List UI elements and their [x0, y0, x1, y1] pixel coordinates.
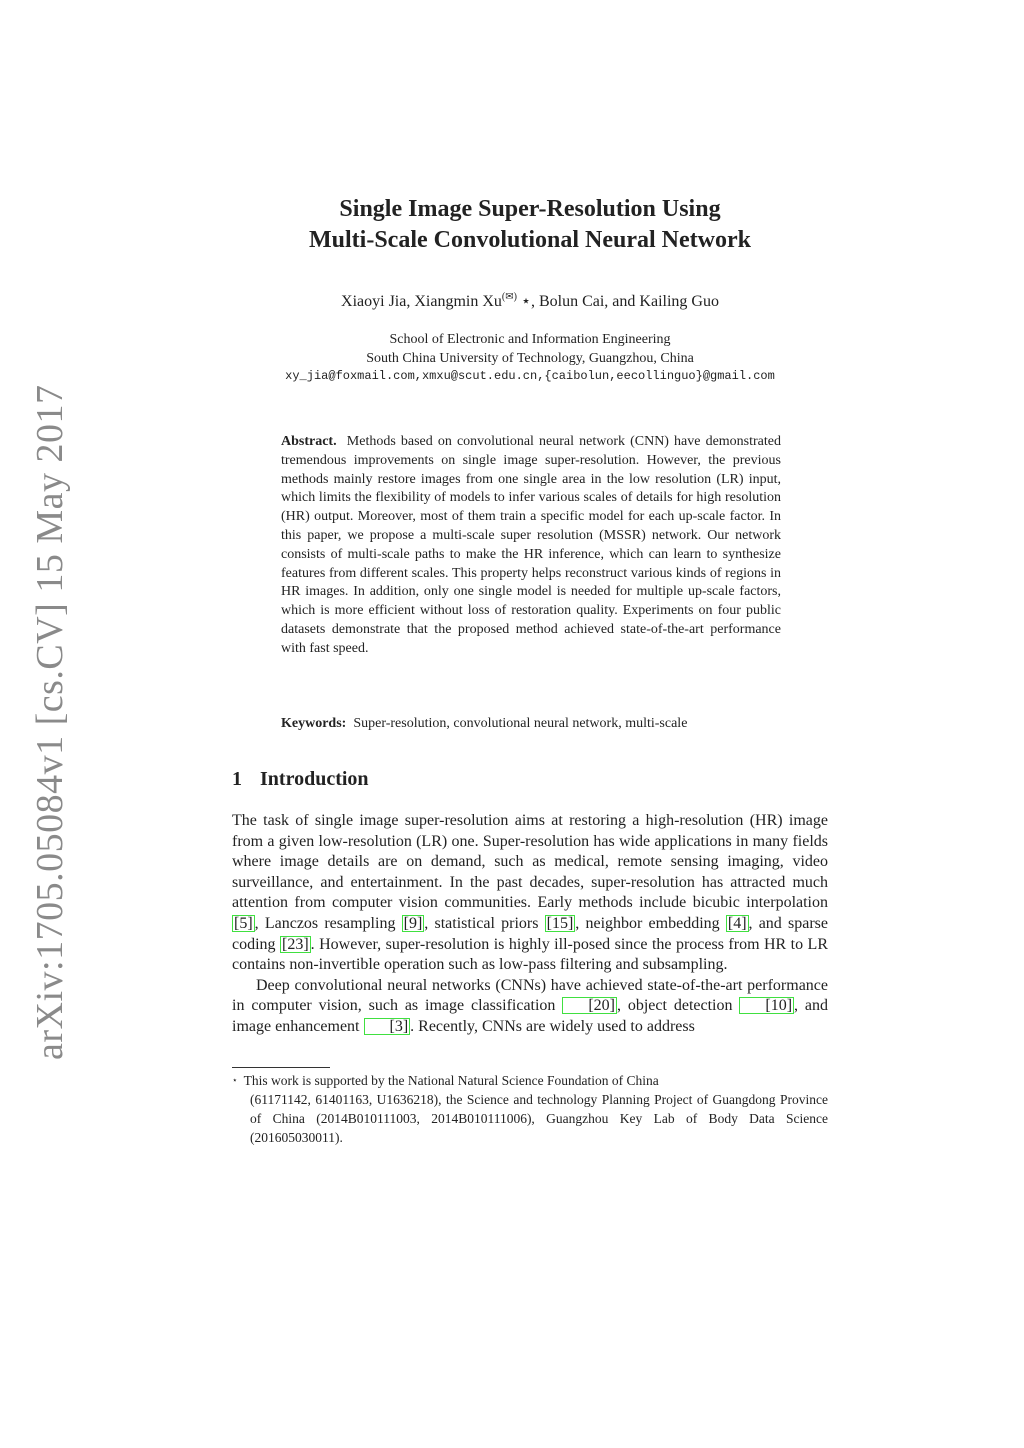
keywords-label: Keywords:	[281, 716, 347, 731]
text-span: , and image enhancement	[232, 997, 829, 1035]
abstract-text: Methods based on convolutional neural network (CNN) have demonstrated tremendous improvements on single image super-resolution. However, the previous methods mainly restore images from one single area in the low resolution (LR) input, which limits the flexibility of models to infer various scales of details for high resolution (HR) output. Moreover, most of them train a specific model for each up-scale factor. In this paper, we propose a multi-scale super resolution (MSSR) network. Our network consists of multi-scale paths to make the HR inference, which can learn to synthesize features from different scales. This property helps reconstruct various kinds of regions in HR images. In addition, only one single model is needed for multiple up-scale factors, which is more efficient without loss of restoration quality. Experiments on four public datasets demonstrate that the proposed method achieved state-of-the-art performance with fast speed.	[281, 434, 781, 656]
footnote-divider	[232, 1067, 330, 1068]
abstract	[281, 433, 781, 659]
text-span: . Recently, CNNs are widely used to address	[410, 1017, 695, 1035]
citation-link[interactable]: [10]	[739, 997, 794, 1014]
footnote-mark: ⋆	[232, 1075, 238, 1085]
citation-link[interactable]: [23]	[282, 935, 309, 953]
paper-title	[230, 194, 830, 256]
citation-link[interactable]: [9]	[403, 914, 423, 932]
footnote-line-1: This work is supported by the National Natural Science Foundation of China	[243, 1073, 659, 1088]
text-span: , Lanczos resampling	[254, 914, 402, 932]
keywords-text: Super-resolution, convolutional neural network, multi-scale	[353, 716, 688, 731]
author-emails: xy_jia@foxmail.com,xmxu@scut.edu.cn,{caibolun,eecollinguo}@gmail.com	[285, 369, 775, 383]
keywords	[281, 716, 781, 732]
citation-link[interactable]: [20]	[562, 997, 617, 1014]
arxiv-identifier-stamp: arXiv:1705.05084v1 [cs.CV] 15 May 2017	[29, 384, 71, 1060]
authors-part-2: ⋆, Bolun Cai, and Kailing Guo	[516, 293, 719, 310]
affiliation	[230, 330, 830, 368]
paragraph-2	[232, 976, 828, 1038]
text-span: , neighbor embedding	[575, 914, 726, 932]
citation-link[interactable]: [5]	[234, 914, 253, 932]
authors-part-1: Xiaoyi Jia, Xiangmin Xu	[341, 293, 502, 310]
title-line-2: Multi-Scale Convolutional Neural Network	[309, 227, 751, 253]
introduction-body	[232, 811, 828, 1038]
paragraph-1	[232, 811, 828, 976]
footnote	[232, 1071, 828, 1147]
text-span: , object detection	[616, 997, 740, 1015]
section-heading-introduction	[232, 768, 369, 791]
citation-link[interactable]: [4]	[727, 914, 747, 932]
text-span: The task of single image super-resolution aims at restoring a high-resolution (HR) image from a given low-resolution (LR) one. Super-resolution has wide applications in many fields where image details are on demand, such as medical, remote sensing imaging, video surveillance, and entertainment. In the past decades, super-resolution has attracted much attention from computer vision communities. Early methods include bicubic interpolation	[232, 812, 828, 912]
author-list	[230, 291, 830, 311]
text-span: , and sparse coding	[232, 914, 828, 953]
title-line-1: Single Image Super-Resolution Using	[339, 196, 721, 222]
affiliation-line-1: School of Electronic and Information Engineering	[389, 332, 671, 347]
text-span: Deep convolutional neural networks (CNNs) have achieved state-of-the-art performance in computer vision, such as image classification	[232, 976, 828, 1015]
citation-link[interactable]: [15]	[546, 914, 574, 932]
corresponding-author-mark: (✉)	[501, 291, 517, 303]
footnote-rest: (61171142, 61401163, U1636218), the Science and technology Planning Project of Guangdong Province of China (2014B010111003, 2014B010111006), Guangzhou Key Lab of Body Data Science (201605030011).	[250, 1092, 828, 1145]
section-number: 1	[232, 768, 242, 790]
citation-link[interactable]: [3]	[364, 1018, 411, 1035]
affiliation-line-2: South China University of Technology, Guangzhou, China	[366, 351, 694, 366]
section-title: Introduction	[260, 768, 369, 790]
text-span: . However, super-resolution is highly ill-posed since the process from HR to LR contains non-invertible operation such as low-pass filtering and subsampling.	[232, 935, 829, 974]
abstract-label: Abstract.	[281, 434, 337, 449]
text-span: , statistical priors	[424, 914, 545, 932]
